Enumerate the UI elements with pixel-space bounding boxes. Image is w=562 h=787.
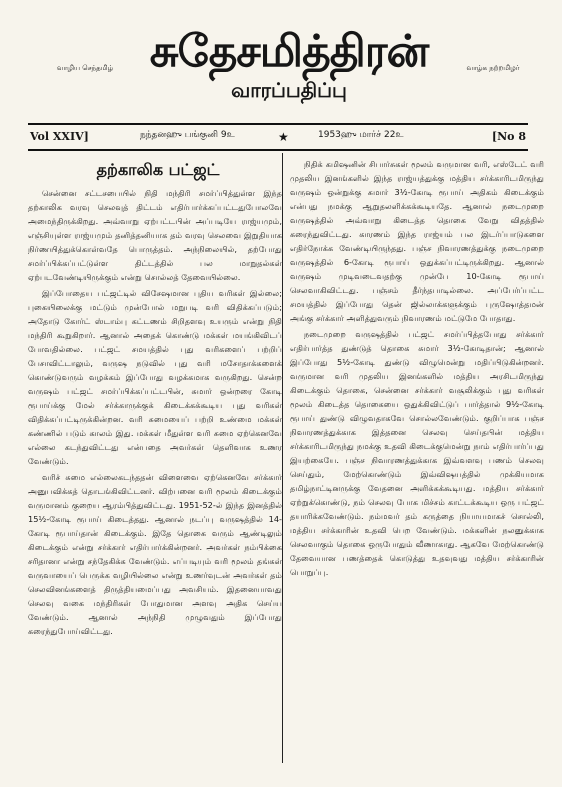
article-paragraph: வரிச் சுமை எல்லைகடந்ததன் விளைவை ஏற்கெனவே சர்க்கார் அனுபவிக்கத் தொடங்கிவிட்டனர். விற்பனை வரி மூலம் கிடைக்கும் வருமானம் குறைய ஆரம்பித்துவிட்டது. 1951-52-ல் இந்த இனத்தில் 15½-கோடி ரூபாய் கிடைத்தது. ஆனால் நடப்பு வருஷத்தில் 14-கோடி ரூபாய்தான் கிடைக்கும். இதே தொகை வரும் ஆண்டிலும் கிடைக்கும் என்று சர்க்கார் எதிர்பார்க்கின்றனர். அவர்கள் நம்பிக்கை சரிதானா என்று சந்தேகிக்க வேண்டும். எப்படியும் வரி மூலம் தங்கள் வருவாயைப் பெருக்க வழியில்லை என்று உணர்வுடன் அவர்கள் தம் செலவினங்களைத் திருத்தியமைப்பது அவசியம். இதனையாவது செலவு வகை மந்திரிகள் போதுமான அளவு அதிக செய்ய வேண்டும். ஆனால் அந்நிதி முழுவதும் இப்போது கரைந்துபோய்விட்டது. [28,472,282,636]
star-icon: ★ [278,130,289,144]
article-paragraph: இப்போதைய பட்ஜட்டில் விசேஷமான புதிய வரிகள் இல்லை; புகையிலைக்கு மட்டும் முன்போல் மறுபடி வரி விதிக்கப்படும்; அதோடு கோர்ட் ஸ்டாம்பு கட்டணம் சிறிதளவு உயரும் என்று நிதி மந்திரி கூறுகிறார். ஆனால் அதைக் கொண்டு மக்கள் மயங்கிவிடப் போவதில்லை. பட்ஜட் சமயத்தில் புது வரிகளைப் பற்றிப் பேசாவிட்டாலும், வருஷ நடுவில் புது வரி மசோதாக்களைக் கொண்டுவரும் வழக்கம் இப்போது வழக்கமாக வருகிறது. சென்ற வருஷம் பட்ஜட் சமர்ப்பிக்கப்பட்டபின், சுமார் ஒன்றரை கோடி ரூபாய்க்கு மேல் சர்க்காருக்குக் கிடைக்கக்கூடிய புது வரிகள் விதிக்கப்பட்டிருக்கின்றன. வரி சுமையைப் பற்றி உண்மை மக்கள் கண்ணில் படும் காலம் இது. மக்கள் மீதுள்ள வரி சுமை ஏற்கெனவே எல்லை கடந்துவிட்டது என்பதை அவர்கள் தெளிவாக உணர வேண்டும். [28,288,282,466]
article-paragraph: சென்னை சட்டசபையில் நிதி மந்திரி சமர்ப்பித்துள்ள இந்த தற்காலிக வரவு செலவுத் திட்டம் எதிர்பார்க்கப்பட்டதுபோலவே அமைந்திருக்கிறது. அவ்வாறு ஏற்பட்டபின் அப்படியே ராஜ்யமும், எஞ்சியுள்ள ராஜ்யமும் தனித்தனியாக தம் வரவு செலவை இறுதியாக நிர்ணயித்துக்கொள்வதே பொருத்தம். அந்நிலையில், தற்போது சமர்ப்பிக்கப்பட்டுள்ள திட்டத்தில் பல மாறுதல்கள் ஏற்படவேண்டியிருக்கும் என்று சொல்லத் தேவையில்லை. [28,188,282,282]
volume-number: Vol XXIV] [30,130,89,143]
article-paragraph: நிதிக் கமிஷனின் சிபார்சுகள் மூலம் வருமான வரி, எஸ்டேட் வரி முதலிய இனங்களில் இந்த ராஜ்யத்துக்கு மத்திய சர்க்காரிடமிருந்து வருஷம் ஒன்றுக்கு சுமார் 3½-கோடி ரூபாய் அதிகம் கிடைக்கும் என்பது நமக்கு ஆறுதலளிக்கக்கூடியதே. ஆனால் நடைமுறை வருஷத்தில் அவ்வாறு கிடைத்த தொகை வேறு விதத்தில் கரைந்துவிட்டது. காரணம் இந்த ராஜ்யம் பல இடர்ப்பாடுகளை எதிர்நோக்க வேண்டியிருந்தது. பஞ்ச நிவாரணத்துக்கு நடைமுறை வருஷத்தில் 6-கோடி ரூபாய் ஒதுக்கப்பட்டிருக்கிறது. ஆனால் வருஷம் முடிவடைவதற்கு முன்பே 10-கோடி ரூபாய் செலவாகிவிட்டது. பஞ்சம் தீர்ந்தபாடில்லை. அப்பேர்ப்பட்ட சமயத்தில் இப்போது தென் ஜில்லாக்களுக்கும் புருஷோத்தமன் அங்கு சர்க்கார் அளித்துவரும் நிவாரணம் மட்டுமே போதாது. [290,159,544,323]
left-motto: வாழிய செந்தமிழ் [56,64,114,72]
issue-number: [No 8 [491,130,526,143]
newspaper-subtitle: வாரப்பதிப்பு [231,78,347,102]
article-paragraph: நடைமுறை வருஷத்தில் பட்ஜட் சமர்ப்பித்தபோது சர்க்கார் எதிர்பார்த்த துண்டுத் தொகை சுமார் 3½-கோடிதான்; ஆனால் இப்போது 5½-கோடி துண்டு விழுமென்று மதிப்பிடுகின்றனர். வருமான வரி முதலிய இனங்களில் மத்திய அரசிடமிருந்து கிடைக்கும் தொகை, சென்னை சர்க்கார் வசூலிக்கும் புது வரிகள் மூலம் கிடைத்த தொகையை ஒதுக்கிவிட்டுப் பார்த்தால் 9½-கோடி ரூபாய் துண்டு விழுவதாகவே சொல்லவேண்டும். குறிப்பாக பஞ்ச நிவாரணத்துக்காக இத்தனை செலவு செய்தபின் மத்திய சர்க்காரிடமிருந்து நமக்கு உதவி கிடைக்குமென்று நாம் எதிர்பார்ப்பது இயற்கையே. பஞ்ச நிவாரணத்துக்காக இவ்வளவு பணம் செலவு செய்தும், மேற்கொண்டும் இவ்விஷயத்தில் முக்கியமாக தமிழ்நாட்டினருக்கு வேதனை அளிக்கக்கூடியது. மத்திய சர்க்கார் ஏற்றுக்கொண்டு, நம் செலவு போக மிச்சம் காட்டக்கூடிய ஒரு பட்ஜட் தயாரிக்கவேண்டும். நம்மவர் தம் கருத்தை நியாயமாகச் சொல்லி, மத்திய சர்க்காரின் உதவி பெற வேண்டும். மக்களின் நலனுக்காக செலவாகும் தொகை ஒருபோதும் வீணாகாது. ஆகவே மேற்கொண்டு தேவையான பணத்தைக் கொடுத்து உதவுவது மத்திய சர்க்காரின் பொறுப்பு. [290,329,544,577]
newspaper-title: சுதேசமித்திரன் [149,26,429,77]
left-column [28,186,282,638]
article-headline: தற்காலிக பட்ஜட் [96,160,220,179]
right-motto: வாழ்க நற்றமிழர் [466,64,520,72]
column-divider [282,153,283,763]
right-column [290,157,544,579]
english-date: 1953ஹு மார்ச் 22உ [318,130,404,140]
tamil-date: நந்தனஹு பங்குனி 9உ [140,130,235,140]
issue-bar [28,123,528,151]
masthead [14,28,548,112]
